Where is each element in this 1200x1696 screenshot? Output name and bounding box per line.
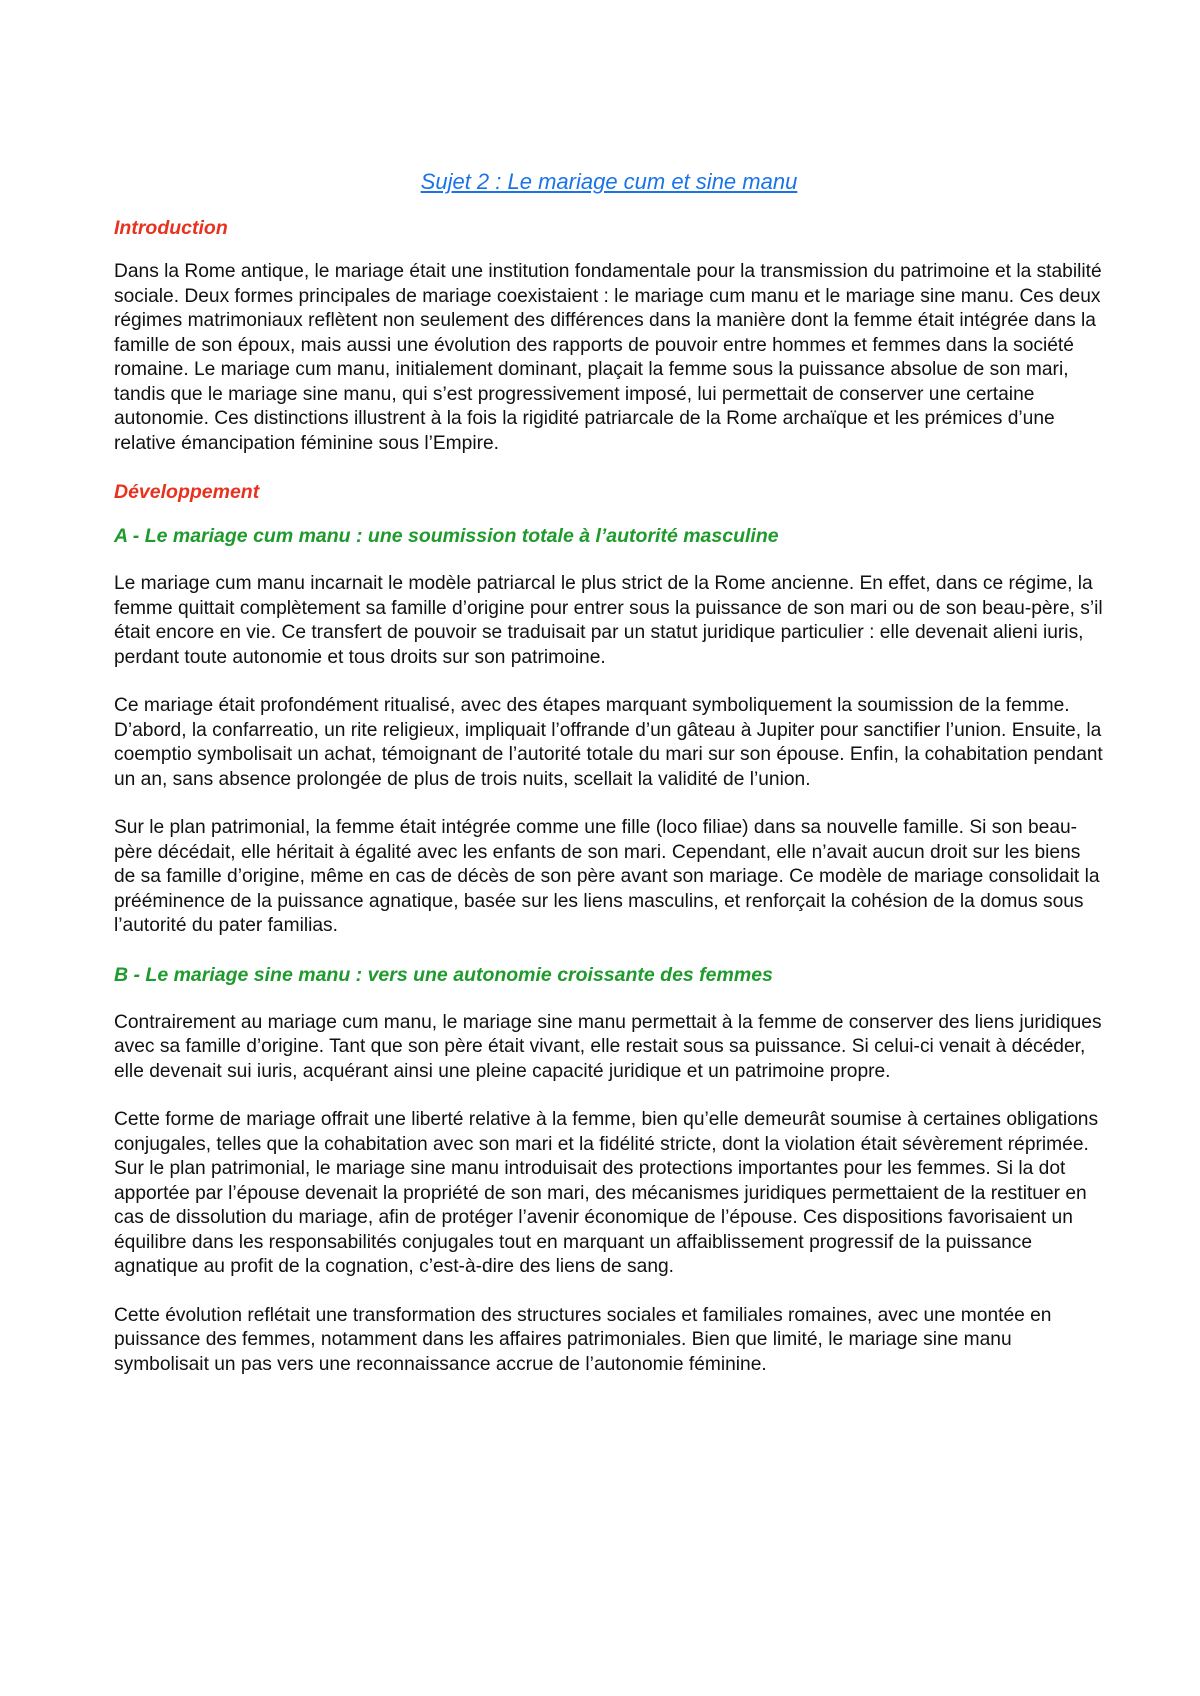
section-a-paragraph-3: Sur le plan patrimonial, la femme était intégrée comme une fille (loco filiae) dans sa nouvelle famille. Si son beau-père décédait, elle héritait à égalité avec les enfants de son mari. Cependant, elle n’avait aucun droit sur les biens de sa famille d’origine, même en cas de décès de son père avant son mariage. Ce modèle de mariage consolidait la prééminence de la puissance agnatique, basée sur les liens masculins, et renforçait la cohésion de la domus sous l’autorité du pater familias. (114, 817, 1100, 936)
introduction-heading: Introduction (114, 217, 228, 239)
development-heading: Développement (114, 481, 260, 503)
section-a-paragraph-2: Ce mariage était profondément ritualisé, avec des étapes marquant symboliquement la soumission de la femme. D’abord, la confarreatio, un rite religieux, impliquait l’offrande d’un gâteau à Jupiter pour sanctifier l’union. Ensuite, la coemptio symbolisait un achat, témoignant de l’autorité totale du mari sur son épouse. Enfin, la cohabitation pendant un an, sans absence prolongée de plus de trois nuits, scellait la validité de l’union. (114, 695, 1103, 790)
document-title: Sujet 2 : Le mariage cum et sine manu (420, 169, 798, 194)
section-a-paragraph-1: Le mariage cum manu incarnait le modèle patriarcal le plus strict de la Rome ancienne. En effet, dans ce régime, la femme quittait complètement sa famille d’origine pour entrer sous la puissance de son mari ou de son beau-père, s’il était encore en vie. Ce transfert de pouvoir se traduisait par un statut juridique particulier : elle devenait alieni iuris, perdant toute autonomie et tous droits sur son patrimoine. (114, 573, 1103, 668)
document-page (114, 168, 1104, 1401)
section-b-paragraph-2: Cette forme de mariage offrait une liberté relative à la femme, bien qu’elle demeurât soumise à certaines obligations conjugales, telles que la cohabitation avec son mari et la fidélité stricte, dont la violation était sévèrement réprimée. Sur le plan patrimonial, le mariage sine manu introduisait des protections importantes pour les femmes. Si la dot apportée par l’épouse devenait la propriété de son mari, des mécanismes juridiques permettaient de la restituer en cas de dissolution du mariage, afin de protéger l’avenir économique de l’épouse. Ces dispositions favorisaient un équilibre dans les responsabilités conjugales tout en marquant un affaiblissement progressif de la puissance agnatique au profit de la cognation, c’est-à-dire des liens de sang. (114, 1109, 1099, 1277)
section-b-paragraph-1: Contrairement au mariage cum manu, le mariage sine manu permettait à la femme de conserver des liens juridiques avec sa famille d’origine. Tant que son père était vivant, elle restait sous sa puissance. Si celui-ci venait à décéder, elle devenait sui iuris, acquérant ainsi une pleine capacité juridique et un patrimoine propre. (114, 1011, 1102, 1082)
section-b-paragraph-3: Cette évolution reflétait une transformation des structures sociales et familiales romaines, avec une montée en puissance des femmes, notamment dans les affaires patrimoniales. Bien que limité, le mariage sine manu symbolisait un pas vers une reconnaissance accrue de l’autonomie féminine. (114, 1304, 1052, 1375)
section-b-heading: B - Le mariage sine manu : vers une autonomie croissante des femmes (114, 963, 773, 986)
section-a-heading: A - Le mariage cum manu : une soumission totale à l’autorité masculine (114, 525, 779, 547)
introduction-paragraph: Dans la Rome antique, le mariage était une institution fondamentale pour la transmission du patrimoine et la stabilité sociale. Deux formes principales de mariage coexistaient : le mariage cum manu et le mariage sine manu. Ces deux régimes matrimoniaux reflètent non seulement des différences dans la manière dont la femme était intégrée dans la famille de son époux, mais aussi une évolution des rapports de pouvoir entre hommes et femmes dans la société romaine. Le mariage cum manu, initialement dominant, plaçait la femme sous la puissance absolue de son mari, tandis que le mariage sine manu, qui s’est progressivement imposé, lui permettait de conserver une certaine autonomie. Ces distinctions illustrent à la fois la rigidité patriarcale de la Rome archaïque et les prémices d’une relative émancipation féminine sous l’Empire. (114, 261, 1102, 454)
